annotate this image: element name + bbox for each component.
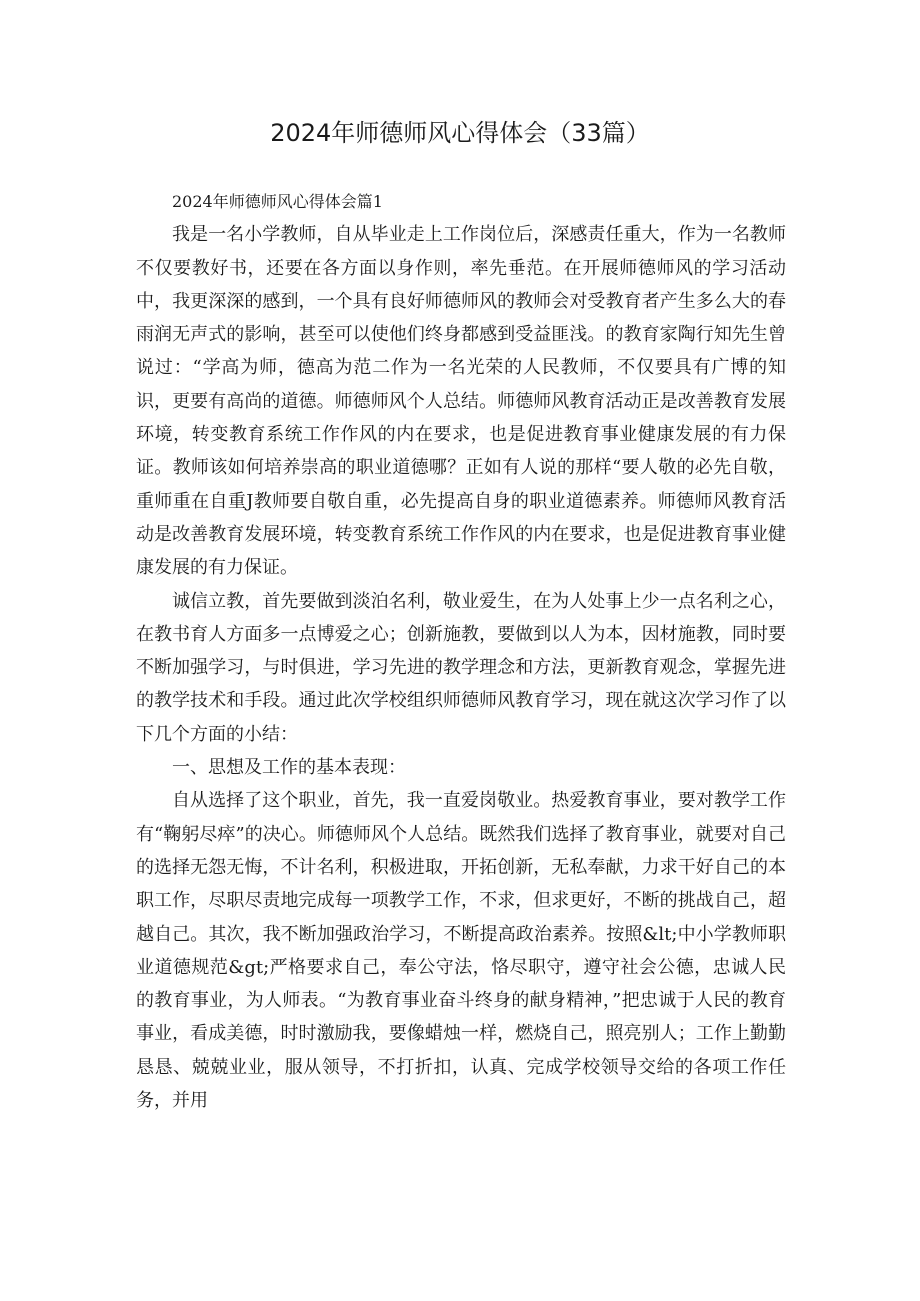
document-body [136, 185, 786, 1117]
section-heading: 2024年师德师风心得体会篇1 [172, 192, 383, 211]
paragraph-1: 我是一名小学教师，自从毕业走上工作岗位后，深感责任重大，作为一名教师不仅要教好书，还要在各方面以身作则，率先垂范。在开展师德师风的学习活动中，我更深深的感到，一个具有良好师德师风的教师会对受教育者产生多么大的春雨润无声式的影响，甚至可以使他们终身都感到受益匪浅。的教育家陶行知先生曾说过：“学高为师，德高为范二作为一名光荣的人民教师，不仅要具有广博的知识，更要有高尚的道德。师德师风个人总结。师德师风教育活动正是改善教育发展环境，转变教育系统工作作风的内在要求，也是促进教育事业健康发展的有力保证。教师该如何培养崇高的职业道德哪？正如有人说的那样“要人敬的必先自敬，重师重在自重J教师要自敬自重，必先提高自身的职业道德素养。师德师风教育活动是改善教育发展环境，转变教育系统工作作风的内在要求，也是促进教育事业健康发展的有力保证。 [136, 224, 786, 579]
document-title: 2024年师德师风心得体会（33篇） [270, 119, 650, 147]
paragraph-4: 自从选择了这个职业，首先，我一直爱岗敬业。热爱教育事业，要对教学工作有“鞠躬尽瘁”的决心。师德师风个人总结。既然我们选择了教育事业，就要对自己的选择无怨无悔，不计名利，积极进取，开拓创新，无私奉献，力求干好自己的本职工作，尽职尽责地完成每一项教学工作，不求，但求更好，不断的挑战自己，超越自己。其次，我不断加强政治学习，不断提高政治素养。按照&lt;中小学教师职业道德规范&gt;严格要求自己，奉公守法，恪尽职守，遵守社会公德，忠诚人民的教育事业，为人师表。“为教育事业奋斗终身的献身精神，”把忠诚于人民的教育事业，看成美德，时时激励我，要像蜡烛一样，燃烧自己，照亮别人；工作上勤勤恳恳、兢兢业业，服从领导，不打折扣，认真、完成学校领导交给的各项工作任务，并用 [136, 790, 786, 1112]
paragraph-2: 诚信立教，首先要做到淡泊名利，敬业爱生，在为人处事上少一点名利之心，在教书育人方面多一点博爱之心；创新施教，要做到以人为本，因材施教，同时要不断加强学习，与时俱进，学习先进的教学理念和方法，更新教育观念，掌握先进的教学技术和手段。通过此次学校组织师德师风教育学习，现在就这次学习作了以下几个方面的小结： [136, 590, 786, 745]
paragraph-3: 一、思想及工作的基本表现： [172, 757, 406, 779]
